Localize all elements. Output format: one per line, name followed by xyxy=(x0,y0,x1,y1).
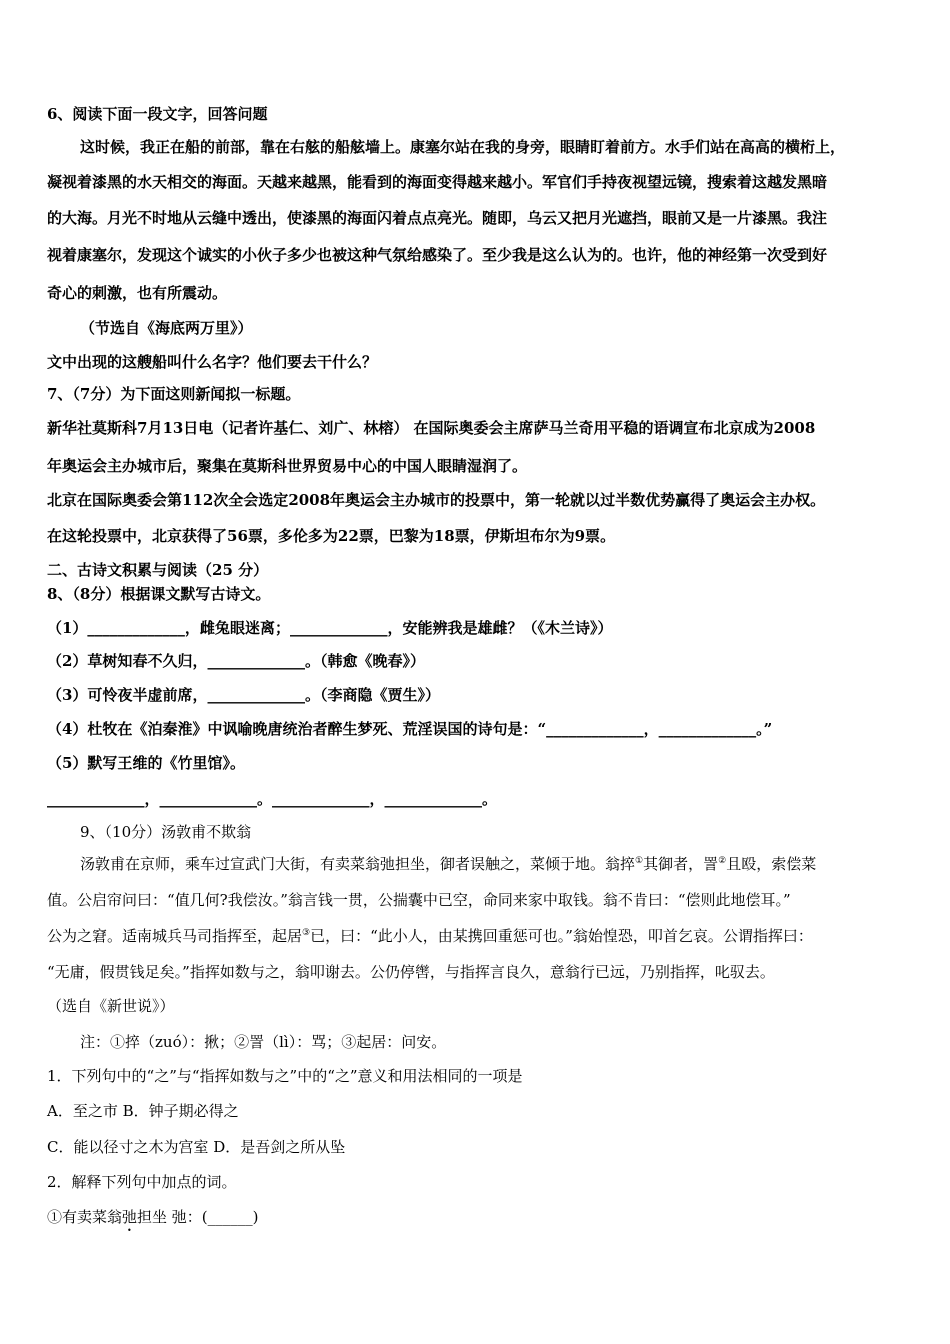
q7-news-line: 在这轮投票中，北京获得了56票，多伦多为22票，巴黎为18票，伊斯坦布尔为9票。 xyxy=(47,527,616,545)
q9-source: （选自《新世说》） xyxy=(47,997,175,1015)
q8-answer-blanks: _____________，_____________。_____________，_____________。 xyxy=(47,790,498,808)
q9-heading: 9、（10分）汤敦甫不欺翁 xyxy=(80,823,252,841)
q6-heading: 6、阅读下面一段文字，回答问题 xyxy=(47,105,268,123)
q6-passage-line: 奇心的刺激，也有所震动。 xyxy=(47,284,228,302)
q7-news-line: 年奥运会主办城市后，聚集在莫斯科世界贸易中心的中国人眼睛湿润了。 xyxy=(47,457,528,475)
q9-sub1-options: C．能以径寸之木为宫室 D．是吾剑之所从坠 xyxy=(47,1138,346,1156)
q7-news-line: 新华社莫斯科7月13日电（记者许基仁、刘广、林榕） 在国际奥委会主席萨马兰奇用平稳的语调宣布北京成为2008 xyxy=(47,419,816,437)
q6-passage-line: 凝视着漆黑的水天相交的海面。天越来越黑，能看到的海面变得越来越小。军官们手持夜视望远镜，搜索着这越发黑暗 xyxy=(47,173,828,191)
q9-note: 注：①捽（zuó）：揪；②詈（lì）：骂；③起居：问安。 xyxy=(80,1033,447,1051)
q6-passage-line: 的大海。月光不时地从云缝中透出，使漆黑的海面闪着点点亮光。随即，乌云又把月光遮挡，眼前又是一片漆黑。我注 xyxy=(47,209,828,227)
q6-passage-line: 视着康塞尔，发现这个诚实的小伙子多少也被这种气氛给感染了。至少我是这么认为的。也许，他的神经第一次受到好 xyxy=(47,246,828,264)
q9-passage-line: “无庸，假贯钱足矣。”指挥如数与之，翁叩谢去。公仍停辔，与指挥言良久，意翁行已远，乃别指挥，叱驭去。 xyxy=(47,963,775,981)
q9-sub1-options: A．至之市 B．钟子期必得之 xyxy=(47,1102,239,1120)
q9-sub2-question: 2．解释下列句中加点的词。 xyxy=(47,1173,237,1191)
q6-source: （节选自《海底两万里》） xyxy=(80,319,253,337)
q9-sub2-item: ①有卖菜翁弛担坐 弛：(______) xyxy=(47,1208,259,1226)
q6-passage-line: 这时候，我正在船的前部，靠在右舷的船舷墙上。康塞尔站在我的身旁，眼睛盯着前方。水手们站在高高的横桁上， xyxy=(80,138,846,156)
q8-item: （4）杜牧在《泊秦淮》中讽喻晚唐统治者醉生梦死、荒淫误国的诗句是：“_____________，_____________。” xyxy=(47,720,773,738)
section-heading: 二、古诗文积累与阅读（25 分） xyxy=(47,561,269,579)
q9-sub1-question: 1．下列句中的“之”与“指挥如数与之”中的“之”意义和用法相同的一项是 xyxy=(47,1067,523,1085)
q8-item: （3）可怜夜半虚前席，_____________。（李商隐《贾生》） xyxy=(47,686,440,704)
q8-heading: 8、（8分）根据课文默写古诗文。 xyxy=(47,585,271,603)
q9-passage-line: 汤敦甫在京师，乘车过宣武门大街，有卖菜翁弛担坐，御者误触之，菜倾于地。翁捽①其御者，詈②且殴，索偿菜 xyxy=(80,855,817,873)
q7-heading: 7、（7分）为下面这则新闻拟一标题。 xyxy=(47,385,301,403)
q8-item: （1）_____________，雌兔眼迷离；_____________，安能辨我是雄雌？（《木兰诗》） xyxy=(47,619,613,637)
q7-news-line: 北京在国际奥委会第112次全会选定2008年奥运会主办城市的投票中，第一轮就以过半数优势赢得了奥运会主办权。 xyxy=(47,491,826,509)
q9-passage-line: 值。公启帘问曰：“值几何?我偿汝。”翁言钱一贯，公揣囊中已空，命同来家中取钱。翁不肯曰：“偿则此地偿耳。” xyxy=(47,891,791,909)
q8-item: （2）草树知春不久归，_____________。（韩愈《晚春》） xyxy=(47,652,425,670)
q8-item: （5）默写王维的《竹里馆》。 xyxy=(47,754,245,772)
q9-passage-line: 公为之窘。适南城兵马司指挥至，起居③已，曰：“此小人，由某携回重惩可也。”翁始惶恐，叩首乞哀。公谓指挥曰： xyxy=(47,927,813,945)
q6-question: 文中出现的这艘船叫什么名字？他们要去干什么？ xyxy=(47,353,378,371)
